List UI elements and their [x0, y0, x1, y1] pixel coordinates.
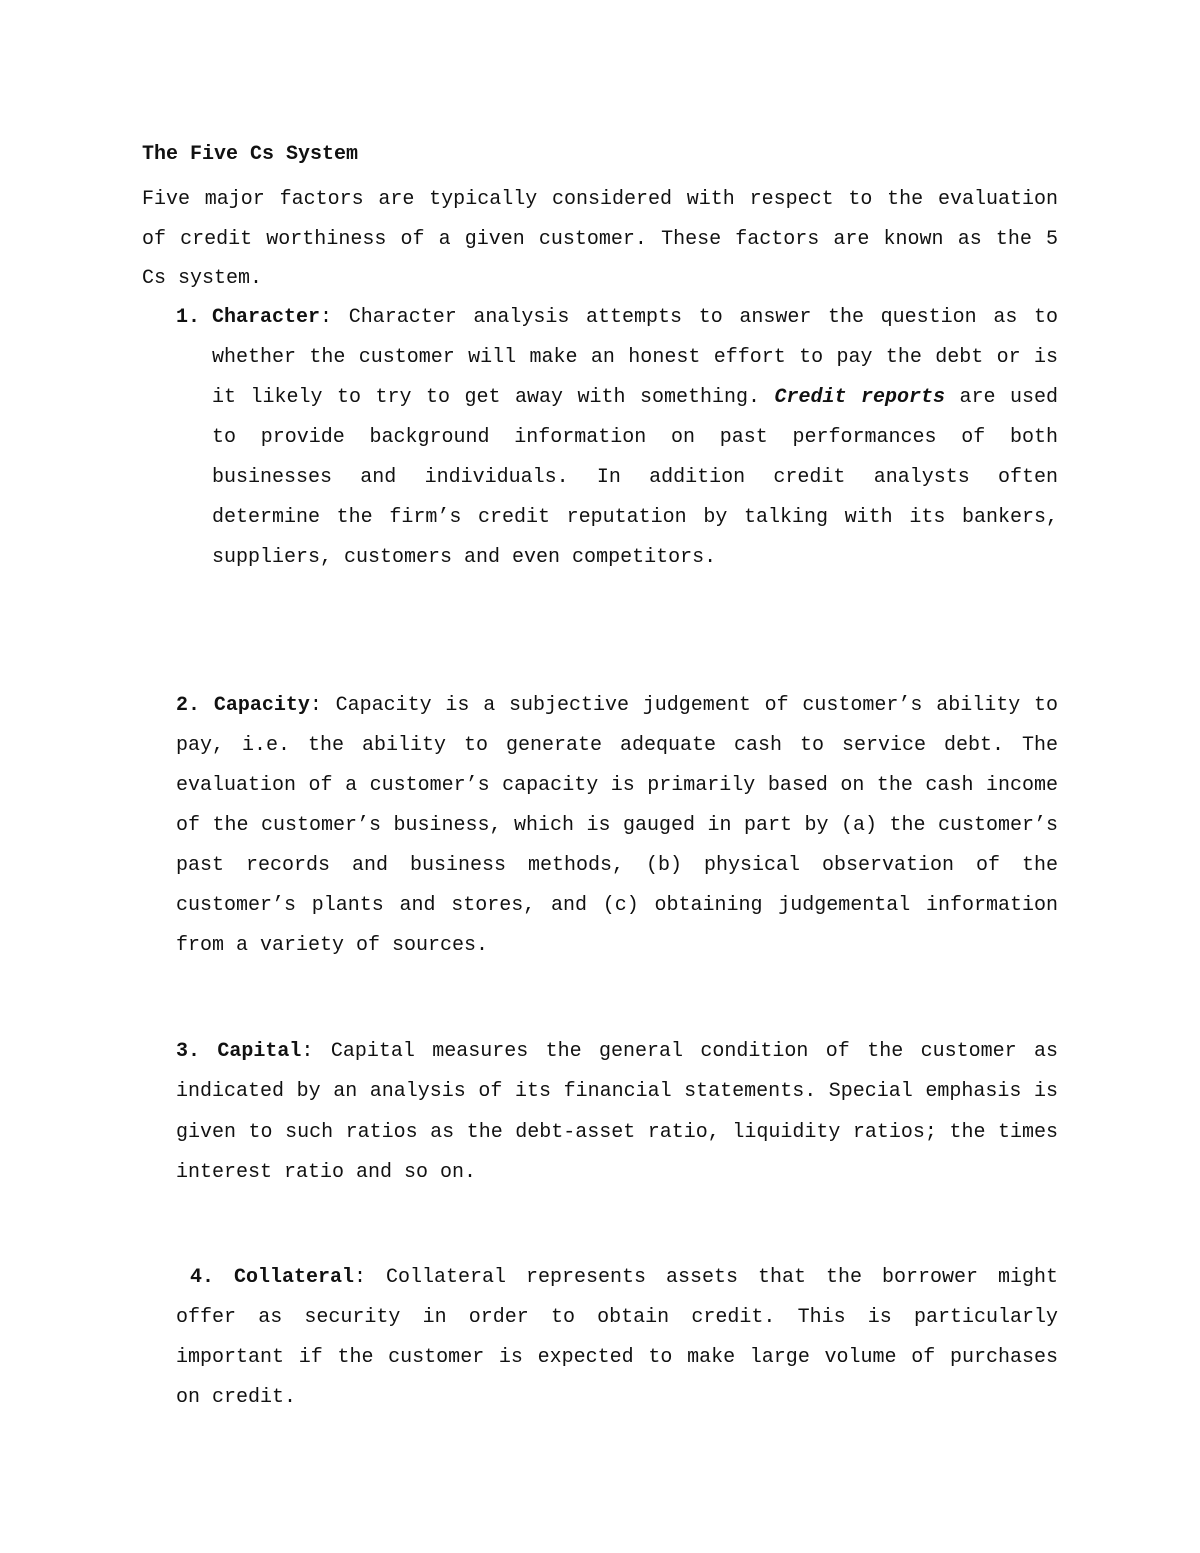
list-item-colon: : — [309, 694, 322, 717]
list-item-capacity — [176, 686, 1058, 966]
list-item-term: Character — [212, 306, 321, 329]
list-item-body — [212, 298, 1058, 578]
list-item-term: Collateral — [234, 1266, 355, 1289]
list-item-number: 4. — [190, 1266, 215, 1289]
list-item-emphasis: Credit reports — [774, 386, 945, 409]
document-title: The Five Cs System — [142, 143, 359, 166]
list-item-colon: : — [354, 1266, 367, 1289]
list-item-colon: : — [320, 306, 333, 329]
list-item-text: Character analysis attempts to answer the question as to whether the customer will make an honest effort to pay the debt or is it likely to try to get away with something. — [212, 306, 1058, 409]
list-item-colon: : — [301, 1040, 314, 1063]
list-item-text: Collateral represents assets that the borrower might offer as security in order to obtain credit. This is particularly important if the customer is expected to make large volume of purchases on credit. — [176, 1266, 1058, 1409]
list-item-number: 2. — [176, 694, 201, 717]
list-item-term: Capacity — [213, 694, 310, 717]
intro-paragraph: Five major factors are typically considered with respect to the evaluation of credit worthiness of a given customer. These factors are known as the 5 Cs system. — [142, 188, 1058, 291]
list-item-term: Capital — [217, 1040, 302, 1063]
list-item-number: 3. — [176, 1040, 201, 1063]
list-item-text-after: are used to provide background information on past performances of both businesses and individuals. In addition credit analysts often determine the firm’s credit reputation by talking with its bankers, suppliers, customers and even competitors. — [212, 386, 1058, 569]
list-item-number: 1. — [176, 306, 201, 329]
list-item-character — [176, 298, 1058, 578]
list-item-capital — [176, 1032, 1058, 1193]
list-item-collateral — [176, 1258, 1058, 1418]
list-item-text: Capital measures the general condition of the customer as indicated by an analysis of its financial statements. Special emphasis is given to such ratios as the debt-asset ratio, liquidity ratios; the times interest ratio and so on. — [176, 1040, 1058, 1184]
list-item-text: Capacity is a subjective judgement of customer’s ability to pay, i.e. the ability to generate adequate cash to service debt. The evaluation of a customer’s capacity is primarily based on the cash income of the customer’s business, which is gauged in part by (a) the customer’s past records and business methods, (b) physical observation of the customer’s plants and stores, and (c) obtaining judgemental information from a variety of sources. — [176, 694, 1058, 957]
